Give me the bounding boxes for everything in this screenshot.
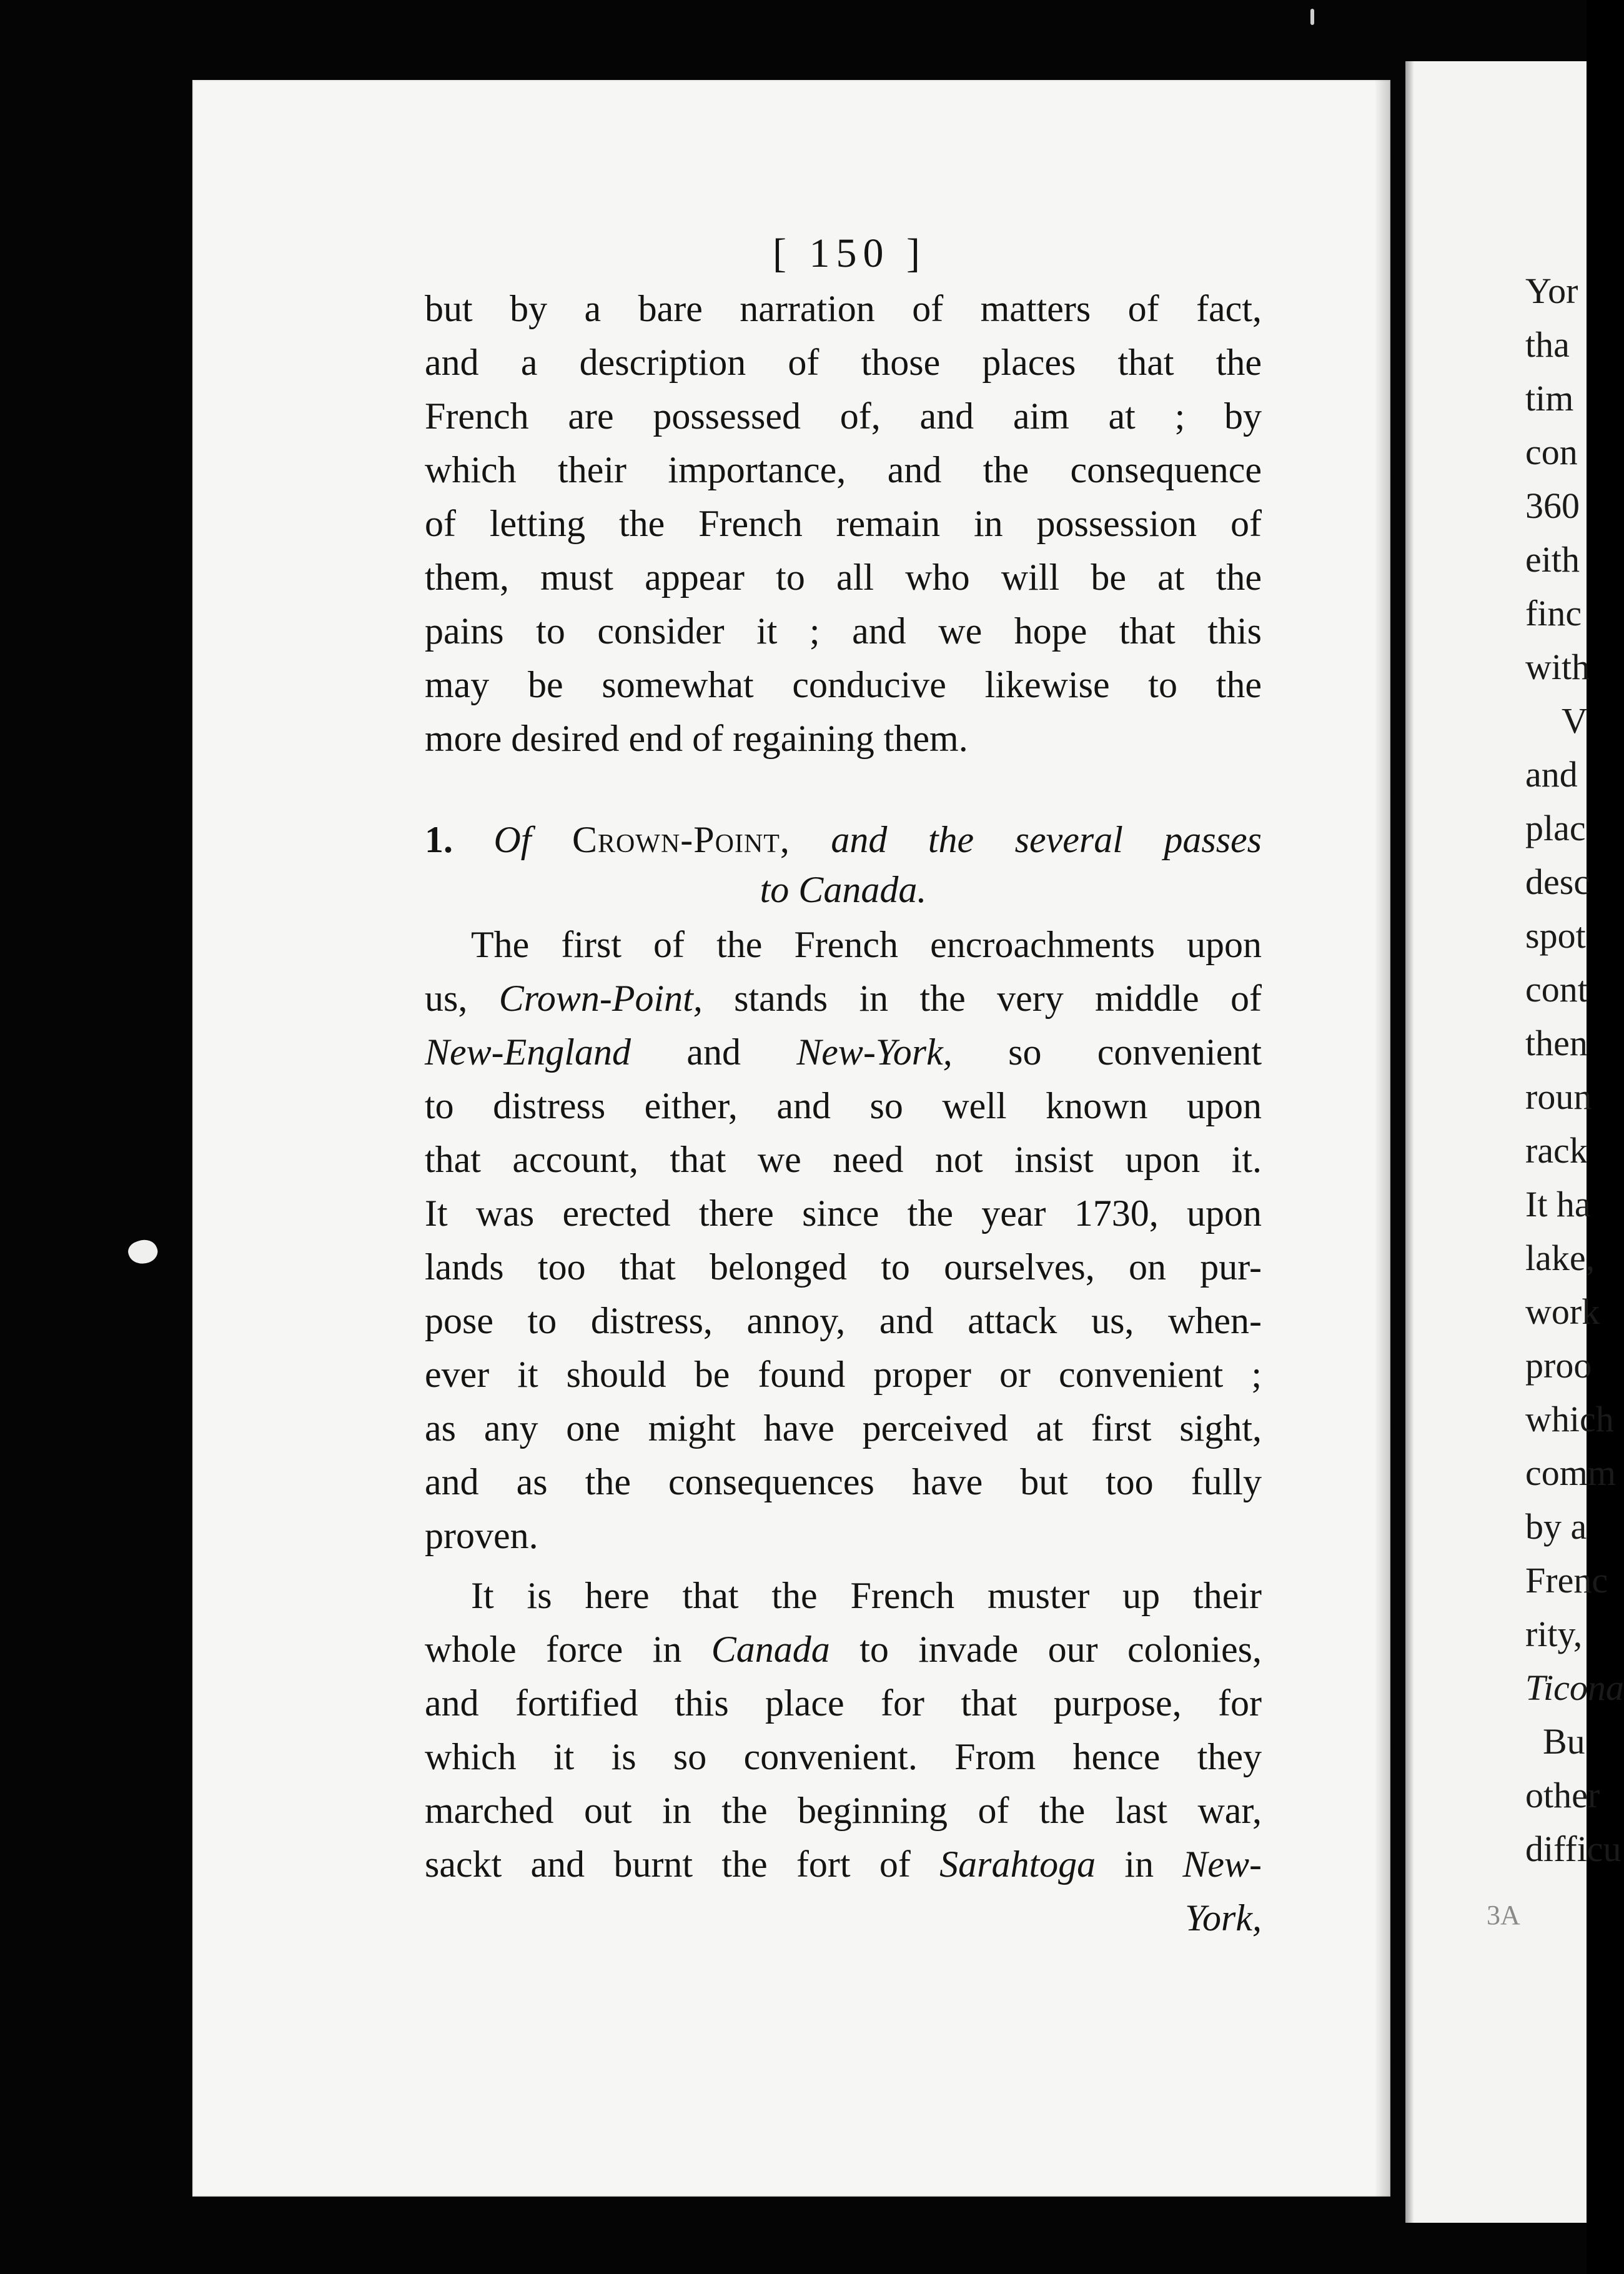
right-fragment: then xyxy=(1525,1023,1588,1063)
text-line: them, must appear to all who will be at the xyxy=(425,557,1262,598)
right-fragment: rity, xyxy=(1525,1614,1583,1654)
right-fragment: which xyxy=(1525,1399,1614,1439)
right-fragment: desc xyxy=(1525,861,1590,902)
text-line: The first of the French encroachments upon xyxy=(471,924,1262,965)
right-fragment: cont xyxy=(1525,969,1588,1010)
text-line xyxy=(425,1025,1262,1080)
right-fragment: proo xyxy=(1525,1345,1592,1386)
gutter-shadow xyxy=(1374,80,1390,2197)
text-line xyxy=(425,971,1262,1026)
right-fragment: con xyxy=(1525,432,1578,472)
text-span: to invade our colonies, xyxy=(859,1629,1262,1670)
right-fragment: tim xyxy=(1525,378,1574,419)
text-line: pose to distress, annoy, and attack us, when- xyxy=(425,1300,1262,1341)
text-line: that account, that we need not insist upon it. xyxy=(425,1139,1262,1180)
place-name: New- xyxy=(1182,1844,1262,1885)
text-span: in xyxy=(1124,1844,1154,1885)
right-page-edge xyxy=(1405,61,1414,2223)
right-fragment: other xyxy=(1525,1775,1600,1815)
text-span: us, xyxy=(425,978,468,1019)
text-line: which it is so convenient. From hence they xyxy=(425,1736,1262,1777)
right-page-mark: 3A xyxy=(1487,1900,1520,1930)
catchword-text: York, xyxy=(1185,1897,1262,1939)
text-line: which their importance, and the consequence xyxy=(425,449,1262,490)
text-line: and fortified this place for that purpose, for xyxy=(425,1682,1262,1724)
right-fragment: Ticona xyxy=(1525,1667,1624,1708)
text-line: It was erected there since the year 1730, upon xyxy=(425,1193,1262,1234)
right-fragment: and xyxy=(1525,754,1578,795)
text-line: to distress either, and so well known upon xyxy=(425,1085,1262,1126)
text-line: It is here that the French muster up their xyxy=(471,1575,1262,1616)
right-fragment: lake, xyxy=(1525,1238,1595,1278)
place-name: Canada xyxy=(711,1629,830,1670)
place-name: New-England xyxy=(425,1031,631,1073)
text-line: lands too that belonged to ourselves, on pur- xyxy=(425,1246,1262,1288)
right-fragment: Frenc xyxy=(1525,1560,1608,1601)
right-fragment: Yor xyxy=(1525,271,1578,311)
text-line: French are possessed of, and aim at ; by xyxy=(425,395,1262,437)
text-line: pains to consider it ; and we hope that this xyxy=(425,610,1262,652)
right-fragment: plac xyxy=(1525,808,1586,848)
text-line: as any one might have perceived at first sight, xyxy=(425,1408,1262,1449)
text-line: proven. xyxy=(425,1515,538,1556)
place-name: Crown-Point, xyxy=(498,978,703,1019)
right-fragment: finc xyxy=(1525,593,1582,633)
scan-artifact xyxy=(1310,9,1314,25)
text-span: sackt and burnt the fort of xyxy=(425,1844,911,1885)
place-name: Sarahtoga xyxy=(939,1844,1096,1885)
text-line xyxy=(425,1837,1262,1892)
text-line: may be somewhat conducive likewise to the xyxy=(425,664,1262,705)
section-number: 1. xyxy=(425,819,453,860)
right-fragment: 360 xyxy=(1525,485,1580,526)
right-fragment: comm xyxy=(1525,1452,1616,1493)
heading-title: Crown-Point, xyxy=(572,819,790,860)
right-fragment: It ha xyxy=(1525,1184,1591,1224)
text-line: but by a bare narration of matters of fact, xyxy=(425,288,1262,329)
text-span: so convenient xyxy=(1008,1031,1262,1073)
right-fragment: rack xyxy=(1525,1130,1588,1171)
right-fragment: difficu xyxy=(1525,1829,1622,1869)
text-line: and as the consequences have but too fully xyxy=(425,1461,1262,1502)
right-fragment: with xyxy=(1525,647,1590,687)
heading-rest: and the several passes xyxy=(831,819,1262,860)
text-line xyxy=(425,1622,1262,1677)
right-fragment: by a xyxy=(1525,1506,1587,1547)
right-fragment: work xyxy=(1525,1291,1600,1332)
right-fragment: tha xyxy=(1525,324,1570,365)
right-fragment: roun xyxy=(1525,1076,1592,1117)
page-number: [ 150 ] xyxy=(773,231,926,276)
right-fragment: Bu xyxy=(1543,1721,1585,1762)
text-line: ever it should be found proper or convenient ; xyxy=(425,1354,1262,1395)
text-span: and xyxy=(686,1031,741,1073)
text-line: of letting the French remain in possession of xyxy=(425,503,1262,544)
catchword xyxy=(425,1890,1262,1945)
heading-line2: to Canada. xyxy=(760,869,927,910)
text-line: and a description of those places that the xyxy=(425,342,1262,383)
text-span: whole force in xyxy=(425,1629,682,1670)
right-fragment: eith xyxy=(1525,539,1580,580)
right-fragment: spot xyxy=(1525,915,1586,956)
place-name: New-York, xyxy=(796,1031,953,1073)
text-span: stands in the very middle of xyxy=(734,978,1262,1019)
section-heading xyxy=(425,812,1262,867)
text-line: more desired end of regaining them. xyxy=(425,718,968,759)
right-fragment: V xyxy=(1562,700,1588,741)
heading-of: Of xyxy=(493,819,532,860)
section-heading-line2 xyxy=(425,862,1262,917)
text-line: marched out in the beginning of the last war, xyxy=(425,1790,1262,1831)
